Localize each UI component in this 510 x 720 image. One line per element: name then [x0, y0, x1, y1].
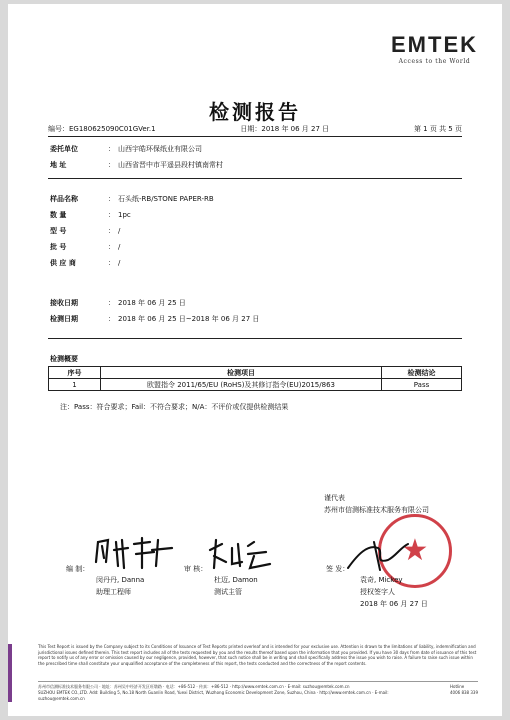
reviewed-name: 杜迈, Damon — [214, 576, 258, 584]
signed-name: 袁奇, Mickey — [360, 576, 403, 584]
address-value: 山西省晋中市平遥县段村镇南常村 — [118, 161, 223, 169]
summary-table — [48, 366, 462, 391]
signed-label: 签 发： — [326, 565, 350, 573]
summary-header-row — [49, 367, 462, 379]
row-index: 1 — [49, 379, 101, 391]
reviewed-signer — [214, 574, 258, 598]
signed-signer — [360, 574, 428, 610]
on-behalf-label: 谨代表 — [324, 494, 345, 502]
company-representation — [324, 492, 429, 516]
sample-field-label: 批 号 — [50, 243, 67, 251]
sample-field-value: / — [118, 227, 121, 235]
date-field-row: 接收日期 ： 2018 年 06 月 25 日 — [50, 299, 186, 307]
footer-disclaimer: This Test Report is issued by the Company subject to its Conditions of Issuance of Test Reports printed overleaf and is intended for your exclusive use. Attention is drawn to the limitations of liability, indemnification and jurisdictional issues defined therein. This test report includes all of the tests requested by you and the results thereof based upon the information that you provided. If you have 30 days from date of issuance of this test report to notify us of any error or omission caused by our negligence, provided, however, that such notice shall be in writing and shall specifically address the issue you wish to raise. A failure to raise such issue within the prescribed time shall constitute your unqualified acceptance of the completeness of this report, the tests conducted and the correctness of the report contents. — [38, 644, 477, 666]
hotline-number: 4006 838 339 — [450, 690, 478, 695]
client-row: 委托单位 ： 山西宇皓环保纸业有限公司 — [50, 145, 202, 153]
sample-field-label: 型 号 — [50, 227, 67, 235]
compiled-title: 助理工程师 — [96, 588, 131, 596]
sample-field-label: 数 量 — [50, 211, 67, 219]
compiled-signature — [92, 532, 182, 572]
signed-date: 2018 年 06 月 27 日 — [360, 600, 428, 608]
row-conclusion: Pass — [382, 379, 462, 391]
report-page — [8, 4, 502, 716]
header-index: 序号 — [49, 367, 101, 379]
company-name: 苏州市信测标准技术服务有限公司 — [324, 506, 429, 514]
sample-field-value: / — [118, 243, 121, 251]
date-field-value: 2018 年 06 月 25 日 — [118, 299, 186, 307]
logo-tagline: Access to the World — [398, 58, 471, 65]
footer-cn-address: 苏州市信测标准技术服务有限公司 · 地址：苏州吴中经济开发区旺墩路 · 电话：+86-512 · 传真：+86-512 · http://www.emtek.com.cn · E-mail: suzhou@emtek.com.cn — [38, 684, 350, 689]
sample-field-row: 供 应 商 ： / — [50, 259, 121, 267]
address-row: 地 址 ： 山西省晋中市平遥县段村镇南常村 — [50, 161, 223, 169]
table-row — [49, 379, 462, 391]
compiled-name: 闵丹丹, Danna — [96, 576, 145, 584]
header-item: 检测项目 — [101, 367, 382, 379]
report-title: 检测报告 — [209, 100, 301, 124]
report-meta — [48, 124, 462, 134]
seal-star-icon: ★ — [401, 533, 429, 568]
footer-hotline — [450, 684, 478, 696]
header-conclusion: 检测结论 — [382, 367, 462, 379]
signed-title: 授权签字人 — [360, 588, 395, 596]
emtek-logo — [391, 34, 478, 65]
footer-rule — [38, 681, 478, 682]
date-field-value: 2018 年 06 月 25 日~2018 年 06 月 27 日 — [118, 315, 260, 323]
sample-field-value: / — [118, 259, 121, 267]
address-label: 地 址 — [50, 161, 67, 169]
report-number: 编号：EG180625090C01GVer.1 — [48, 125, 156, 133]
reviewed-signature — [204, 534, 274, 574]
sample-field-label: 供 应 商 — [50, 259, 76, 267]
dates-rule — [48, 338, 462, 339]
sample-field-label: 样品名称 — [50, 195, 78, 203]
sample-field-row: 样品名称 ： 石头纸-RB/STONE PAPER-RB — [50, 195, 214, 203]
result-note: 注：Pass：符合要求；Fail：不符合要求；N/A：不评价或仅提供检测结果 — [60, 403, 289, 411]
footer-en-address: SUZHOU EMTEK CO.,LTD. Add: Building 5, No.18 North Guanlin Road, Yuexi District, Wuzhong Economic Development Zone, Suzhou, China · http://www.emtek.com.cn · E-mail: suzhou@emtek.com.cn — [38, 690, 389, 701]
summary-title: 检测概要 — [50, 355, 78, 363]
client-value: 山西宇皓环保纸业有限公司 — [118, 145, 202, 153]
footer-contact — [38, 684, 478, 702]
date-field-label: 接收日期 — [50, 299, 78, 307]
header-rule — [48, 136, 462, 137]
sample-field-value: 1pc — [118, 211, 131, 219]
compiled-label: 编 制： — [66, 565, 90, 573]
sample-field-row: 批 号 ： / — [50, 243, 121, 251]
client-label: 委托单位 — [50, 145, 78, 153]
date-field-row: 检测日期 ： 2018 年 06 月 25 日~2018 年 06 月 27 日 — [50, 315, 260, 323]
date-field-label: 检测日期 — [50, 315, 78, 323]
sample-field-value: 石头纸-RB/STONE PAPER-RB — [118, 195, 214, 203]
reviewed-label: 审 核： — [184, 565, 208, 573]
hotline-label: Hotline — [450, 684, 465, 689]
sample-field-row: 型 号 ： / — [50, 227, 121, 235]
client-rule — [48, 178, 462, 179]
logo-wordmark: EMTEK — [391, 32, 478, 57]
report-date: 日期：2018 年 06 月 27 日 — [240, 125, 330, 133]
sample-field-row: 数 量 ： 1pc — [50, 211, 131, 219]
page-number: 第 1 页 共 5 页 — [413, 125, 462, 133]
row-item: 欧盟指令 2011/65/EU (RoHS)及其修订指令(EU)2015/863 — [101, 379, 382, 391]
compiled-signer — [96, 574, 144, 598]
footer-accent-bar — [8, 644, 12, 702]
reviewed-title: 测试主管 — [214, 588, 242, 596]
signed-signature — [344, 534, 414, 574]
